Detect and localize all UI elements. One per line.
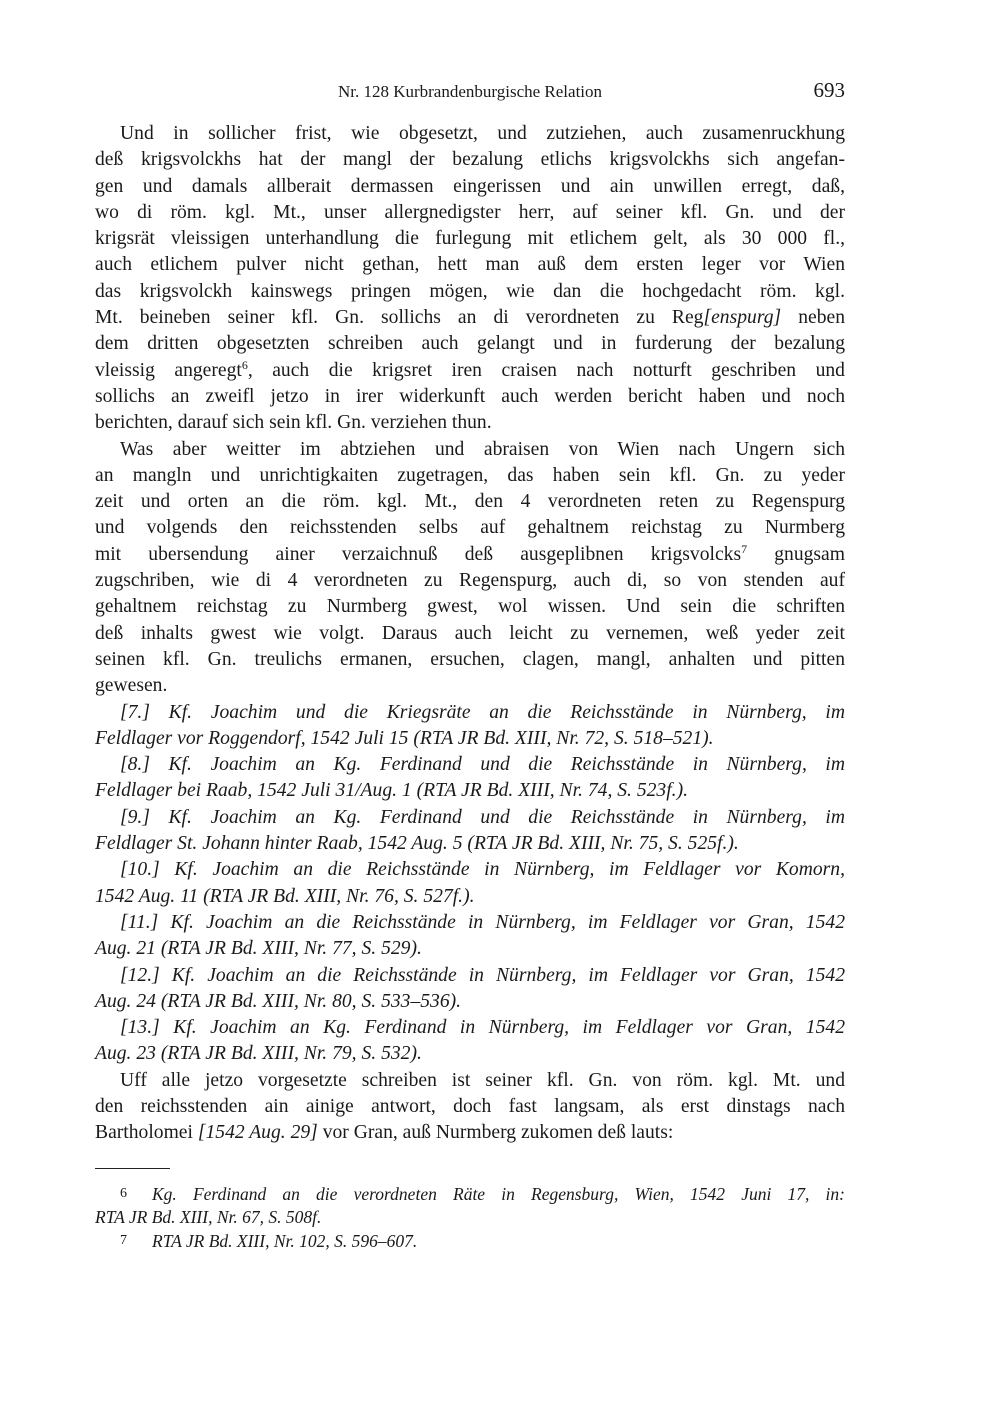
footnote-divider (95, 1168, 170, 1169)
text-line: Uff alle jetzo vorgesetzte schreiben ist seiner kfl. Gn. von röm. kgl. Mt. und (120, 1069, 845, 1091)
paragraph-3 (95, 1068, 845, 1147)
footnote-7 (95, 1229, 845, 1253)
text-line: zugschriben, wie di 4 verordneten zu Regenspurg, auch di, so von stenden auf (95, 570, 845, 592)
text-line: dem dritten obgesetzten schreiben auch gelangt und in furderung der bezalung (95, 333, 845, 355)
text-segment: gnugsam (747, 543, 845, 565)
text-line: Aug. 21 (RTA JR Bd. XIII, Nr. 77, S. 529). (95, 938, 422, 960)
text-line: wo di röm. kgl. Mt., unser allergnedigster herr, auf seiner kfl. Gn. und der (95, 201, 845, 223)
paragraph-1 (95, 121, 845, 437)
text-line (95, 1229, 845, 1253)
text-line: auch etlichem pulver nicht gethan, hett man auß dem ersten leger vor Wien (95, 254, 845, 276)
text-segment: , auch die krigsret iren craisen nach notturft geschriben und (247, 359, 845, 381)
text-line: RTA JR Bd. XIII, Nr. 67, S. 508f. (95, 1206, 322, 1227)
footnotes (95, 1182, 845, 1253)
text-line: Was aber weitter im abtziehen und abraisen von Wien nach Ungern sich (120, 438, 845, 460)
text-line: gehaltnem reichstag zu Nurmberg gwest, wol wissen. Und sein die schriften (95, 596, 845, 618)
list-item (95, 963, 845, 1016)
text-line: sollichs an zweifl jetzo in irer widerkunft auch werden bericht haben und noch (95, 385, 845, 407)
text-line (95, 305, 845, 331)
text-line: Feldlager vor Roggendorf, 1542 Juli 15 (RTA JR Bd. XIII, Nr. 72, S. 518–521). (95, 727, 714, 749)
running-title: Nr. 128 Kurbrandenburgische Relation (337, 82, 603, 101)
text-line: und volgends den reichsstenden selbs auf gehaltnem reichstag zu Nurmberg (95, 517, 845, 539)
text-segment: vor Gran, auß Nurmberg zukomen deß lauts: (317, 1122, 674, 1144)
text-line: seinen kfl. Gn. treulichs ermanen, ersuchen, clagen, mangl, anhalten und pitten (95, 648, 845, 670)
text-segment: vleissig angeregt (95, 359, 242, 381)
paragraph-2 (95, 437, 845, 700)
text-line: [12.] Kf. Joachim an die Reichsstände in Nürnberg, im Feldlager vor Gran, 1542 (120, 964, 845, 986)
text-line: [9.] Kf. Joachim an Kg. Ferdinand und die Reichsstände in Nürnberg, im (120, 806, 845, 828)
text-line: den reichsstenden ain ainige antwort, doch fast langsam, als erst dinstags nach (95, 1095, 845, 1117)
footnote-number: 7 (120, 1233, 127, 1248)
text-line: deß krigsvolckhs hat der mangl der bezalung etlichs krigsvolckhs sich angefan- (95, 149, 845, 171)
footnote-number: 6 (120, 1186, 127, 1201)
document-list (95, 700, 845, 1068)
editorial-insertion: [enspurg] (703, 307, 782, 329)
list-item (95, 910, 845, 963)
text-line: deß inhalts gwest wie volgt. Daraus auch leicht zu vernemen, weß yeder zeit (95, 622, 845, 644)
text-line: [13.] Kf. Joachim an Kg. Ferdinand in Nürnberg, im Feldlager vor Gran, 1542 (120, 1017, 845, 1039)
text-line (95, 358, 845, 384)
running-header (95, 80, 845, 106)
text-line: Feldlager St. Johann hinter Raab, 1542 Aug. 5 (RTA JR Bd. XIII, Nr. 75, S. 525f.). (95, 833, 739, 855)
text-line (95, 1120, 845, 1146)
text-line: Aug. 24 (RTA JR Bd. XIII, Nr. 80, S. 533–536). (95, 990, 462, 1012)
text-line: das krigsvolckh kainswegs pringen mögen, wie dan die hochgedacht röm. kgl. (95, 280, 845, 302)
text-line: gewesen. (95, 675, 168, 697)
text-segment: mit ubersendung ainer verzaichnuß deß ausgeplibnen krigsvolcks (95, 543, 742, 565)
list-item (95, 805, 845, 858)
text-line: Und in sollicher frist, wie obgesetzt, und zutziehen, auch zusamenruckhung (120, 123, 845, 144)
text-line: [11.] Kf. Joachim an die Reichsstände in Nürnberg, im Feldlager vor Gran, 1542 (120, 911, 845, 933)
footnote-ref[interactable]: 6 (241, 357, 248, 372)
text-line: [10.] Kf. Joachim an die Reichsstände in Nürnberg, im Feldlager vor Komorn, (120, 859, 845, 881)
text-line (95, 542, 845, 568)
text-line (95, 1182, 845, 1206)
list-item (95, 752, 845, 805)
text-line: Feldlager bei Raab, 1542 Juli 31/Aug. 1 (RTA JR Bd. XIII, Nr. 74, S. 523f.). (95, 780, 688, 802)
main-text (95, 121, 845, 1147)
text-line: [8.] Kf. Joachim an Kg. Ferdinand und die Reichsstände in Nürnberg, im (120, 754, 845, 776)
page-number: 693 (813, 78, 845, 102)
text-line: gen und damals allberait dermassen eingerissen und ain unwillen erregt, daß, (95, 175, 845, 197)
text-line: [7.] Kf. Joachim und die Kriegsräte an die Reichsstände in Nürnberg, im (120, 701, 845, 723)
text-segment: neben (781, 307, 845, 329)
editorial-date: [1542 Aug. 29] (197, 1122, 318, 1144)
text-line: Aug. 23 (RTA JR Bd. XIII, Nr. 79, S. 532). (95, 1043, 422, 1065)
list-item (95, 700, 845, 753)
text-line: 1542 Aug. 11 (RTA JR Bd. XIII, Nr. 76, S. 527f.). (95, 885, 475, 907)
footnote-6 (95, 1182, 845, 1229)
text-line: an mangln und unrichtigkaiten zugetragen, das haben sein kfl. Gn. zu yeder (95, 464, 845, 486)
text-segment: Bartholomei (95, 1122, 198, 1144)
text-line: zeit und orten an die röm. kgl. Mt., den 4 verordneten reten zu Regenspurg (95, 491, 845, 513)
text-line: krigsrät vleissigen unterhandlung die furlegung mit etlichem gelt, als 30 000 fl., (95, 228, 845, 250)
text-segment: RTA JR Bd. XIII, Nr. 102, S. 596–607. (152, 1231, 418, 1251)
list-item (95, 1015, 845, 1068)
text-line: berichten, darauf sich sein kfl. Gn. verziehen thun. (95, 412, 492, 434)
footnote-ref[interactable]: 7 (741, 541, 748, 556)
text-segment: Kg. Ferdinand an die verordneten Räte in Regensburg, Wien, 1542 Juni 17, in: (152, 1184, 845, 1204)
text-segment: Mt. beineben seiner kfl. Gn. sollichs an di verordneten zu Reg (95, 307, 704, 329)
list-item (95, 857, 845, 910)
